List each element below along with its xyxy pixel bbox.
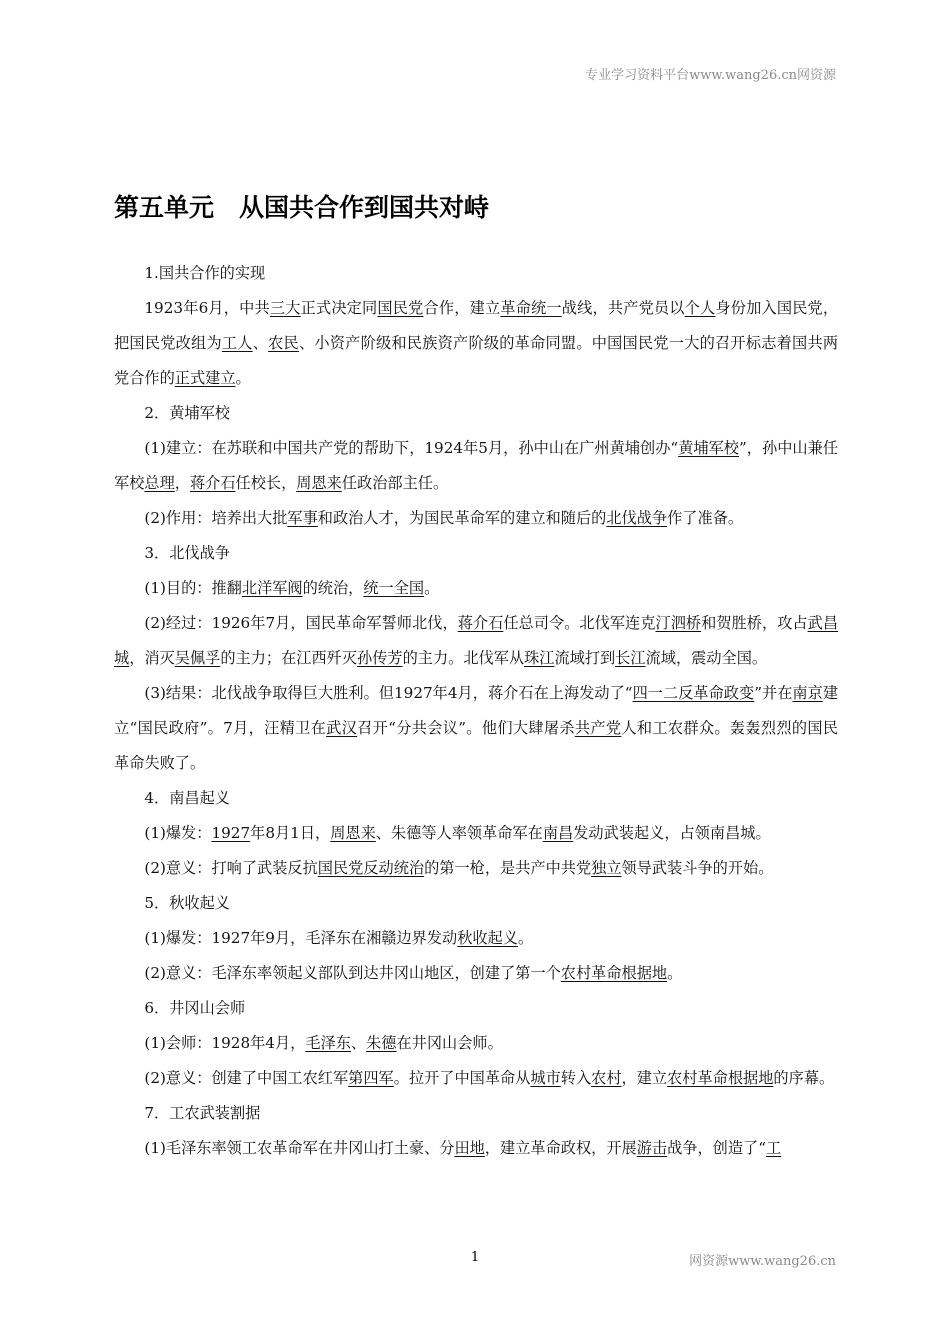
text-segment: 5．秋收起义	[144, 894, 230, 912]
text-segment: 6．井冈山会师	[144, 999, 246, 1017]
paragraph	[114, 991, 838, 1026]
underlined-keyword: 城市	[530, 1069, 561, 1087]
paragraph	[114, 501, 838, 536]
underlined-keyword: 农村	[591, 1069, 622, 1087]
text-segment: 建立“国民政府”。7月，汪精卫在	[114, 684, 839, 737]
page-number: 1	[470, 1250, 480, 1265]
underlined-keyword: 黄埔军校	[678, 439, 740, 457]
underlined-keyword: 北伐战争	[606, 509, 668, 527]
underlined-keyword: 国民党反动统治	[317, 859, 425, 877]
text-segment: 战争，创造了“	[667, 1139, 766, 1157]
text-segment: 、小资产阶级和民族资产阶级的革命同盟。中国国民党一大的召开标志着国共两党合作的	[114, 334, 839, 387]
paragraph	[114, 956, 838, 991]
text-segment: 合作，建立	[423, 299, 501, 317]
paragraph	[114, 886, 838, 921]
underlined-keyword: 工人	[221, 334, 253, 352]
underlined-keyword: 四一二反革命政变	[632, 684, 755, 702]
text-segment: ”，孙中山兼任军校	[114, 439, 839, 492]
underlined-keyword: 吴佩孚	[174, 649, 221, 667]
text-segment: 、	[350, 1034, 367, 1052]
paragraph	[114, 1096, 838, 1131]
paragraph	[114, 431, 838, 501]
underlined-keyword: 孙传芳	[357, 649, 403, 667]
text-segment: 召开“分共会议”。他们大肆屠杀	[357, 719, 575, 737]
paragraph	[114, 291, 838, 396]
underlined-keyword: 毛泽东	[305, 1034, 351, 1052]
underlined-keyword: 国民党	[377, 299, 424, 317]
text-segment: 。	[235, 369, 251, 387]
text-segment: 身份加入国民党，把国民党改组为	[114, 299, 839, 352]
text-segment: 任政治部主任。	[341, 474, 449, 492]
underlined-keyword: 1927	[211, 824, 251, 842]
paragraph	[114, 781, 838, 816]
text-segment: 1.国共合作的实现	[144, 264, 266, 282]
paragraph	[114, 571, 838, 606]
paragraph	[114, 1131, 838, 1166]
text-segment: 任总司令。北伐军连克	[503, 614, 656, 632]
underlined-keyword: 武汉	[326, 719, 358, 737]
underlined-keyword: 三大	[269, 299, 301, 317]
text-segment: 4．南昌起义	[144, 789, 230, 807]
text-segment: 人和工农群众。轰轰烈烈的国民革命失败了。	[114, 719, 839, 772]
text-segment: 作了准备。	[667, 509, 744, 527]
text-segment: 。	[667, 964, 683, 982]
underlined-keyword: 汀泗桥	[655, 614, 702, 632]
text-segment: 转入	[560, 1069, 592, 1087]
underlined-keyword: 周恩来	[296, 474, 342, 492]
text-segment: 2．黄埔军校	[144, 404, 230, 422]
text-segment: 3．北伐战争	[144, 544, 230, 562]
text-segment: 流域打到	[554, 649, 616, 667]
underlined-keyword: 北洋军阀	[241, 579, 303, 597]
underlined-keyword: 蒋介石	[457, 614, 504, 632]
text-segment: 在井冈山会师。	[396, 1034, 503, 1052]
text-segment: ，消灭	[129, 649, 175, 667]
underlined-keyword: 总理	[144, 474, 175, 492]
text-segment: ，建立革命政权，开展	[484, 1139, 637, 1157]
underlined-keyword: 第四军	[348, 1069, 394, 1087]
page-title: 第五单元 从国共合作到国共对峙	[114, 193, 490, 222]
text-segment: 。	[517, 929, 534, 947]
text-segment: 的第一枪，是共产中共党	[424, 859, 592, 877]
text-segment: 。	[424, 579, 440, 597]
paragraph	[114, 606, 838, 676]
text-segment: 的主力；在江西歼灭	[220, 649, 357, 667]
underlined-keyword: 珠江	[524, 649, 555, 667]
underlined-keyword: 农村革命根据地	[667, 1069, 774, 1087]
underlined-keyword: 朱德	[366, 1034, 397, 1052]
text-segment: 发动武装起义，占领南昌城。	[573, 824, 771, 842]
paragraph	[114, 921, 838, 956]
text-segment: (2)意义：毛泽东率领起义部队到达井冈山地区，创建了第一个	[144, 964, 561, 982]
underlined-keyword: 长江	[615, 649, 646, 667]
underlined-keyword: 革命统一	[500, 299, 562, 317]
text-segment: (1)爆发：1927年9月，毛泽东在湘赣边界发动	[144, 929, 458, 947]
paragraph	[114, 396, 838, 431]
underlined-keyword: 田地	[454, 1139, 485, 1157]
paragraph	[114, 536, 838, 571]
underlined-keyword: 军事	[287, 509, 318, 527]
text-segment: 7．工农武装割据	[144, 1104, 261, 1122]
text-segment: (1)爆发：	[144, 824, 212, 842]
text-segment: 。拉开了中国革命从	[393, 1069, 531, 1087]
underlined-keyword: 独立	[591, 859, 622, 877]
underlined-keyword: 周恩来	[330, 824, 376, 842]
underlined-keyword: 农村革命根据地	[560, 964, 668, 982]
text-segment: 正式决定同	[300, 299, 378, 317]
document-body	[114, 256, 838, 1166]
text-segment: ”并在	[754, 684, 793, 702]
paragraph	[114, 1061, 838, 1096]
text-segment: (1)建立：在苏联和中国共产党的帮助下，1924年5月，孙中山在广州黄埔创办“	[144, 439, 679, 457]
text-segment: (2)意义：打响了武装反抗	[144, 859, 318, 877]
text-segment: 的主力。北伐军从	[402, 649, 525, 667]
text-segment: 和政治人才，为国民革命军的建立和随后的	[317, 509, 607, 527]
text-segment: (1)目的：推翻	[144, 579, 242, 597]
underlined-keyword: 蒋介石	[189, 474, 236, 492]
underlined-keyword: 秋收起义	[457, 929, 518, 947]
text-segment: (2)作用：培养出大批	[144, 509, 288, 527]
text-segment: (1)毛泽东率领工农革命军在井冈山打土豪、分	[144, 1139, 455, 1157]
paragraph	[114, 816, 838, 851]
text-segment: 流域，震动全国。	[645, 649, 768, 667]
page-header-watermark: 专业学习资料平台www.wang26.cn网资源	[585, 68, 836, 83]
text-segment: 的统治，	[302, 579, 364, 597]
paragraph	[114, 676, 838, 781]
underlined-keyword: 正式建立	[174, 369, 236, 387]
text-segment: (3)结果：北伐战争取得巨大胜利。但1927年4月，蒋介石在上海发动了“	[144, 684, 633, 702]
text-segment: 的序幕。	[773, 1069, 835, 1087]
text-segment: 领导武装斗争的开始。	[621, 859, 774, 877]
text-segment: 、朱德等人率领革命军在	[375, 824, 543, 842]
text-segment: 任校长，	[235, 474, 297, 492]
paragraph	[114, 851, 838, 886]
text-segment: 和贺胜桥，攻占	[701, 614, 808, 632]
paragraph	[114, 1026, 838, 1061]
underlined-keyword: 统一全国	[363, 579, 425, 597]
text-segment: (2)经过：1926年7月，国民革命军誓师北伐，	[144, 614, 458, 632]
text-segment: 战线，共产党员以	[561, 299, 685, 317]
underlined-keyword: 共产党	[574, 719, 622, 737]
underlined-keyword: 游击	[636, 1139, 668, 1157]
text-segment: 1923年6月，中共	[144, 299, 270, 317]
footer-site-watermark: 网资源www.wang26.cn	[689, 1254, 836, 1269]
underlined-keyword: 工	[765, 1139, 782, 1157]
underlined-keyword: 南京	[792, 684, 823, 702]
underlined-keyword: 个人	[684, 299, 716, 317]
text-segment: 年8月1日，	[250, 824, 331, 842]
text-segment: ，	[174, 474, 190, 492]
underlined-keyword: 武昌城	[114, 614, 839, 667]
text-segment: (2)意义：创建了中国工农红军	[144, 1069, 349, 1087]
underlined-keyword: 农民	[268, 334, 299, 352]
underlined-keyword: 南昌	[542, 824, 574, 842]
text-segment: (1)会师：1928年4月，	[144, 1034, 306, 1052]
paragraph	[114, 256, 838, 291]
text-segment: 、	[252, 334, 269, 352]
text-segment: ，建立	[621, 1069, 668, 1087]
